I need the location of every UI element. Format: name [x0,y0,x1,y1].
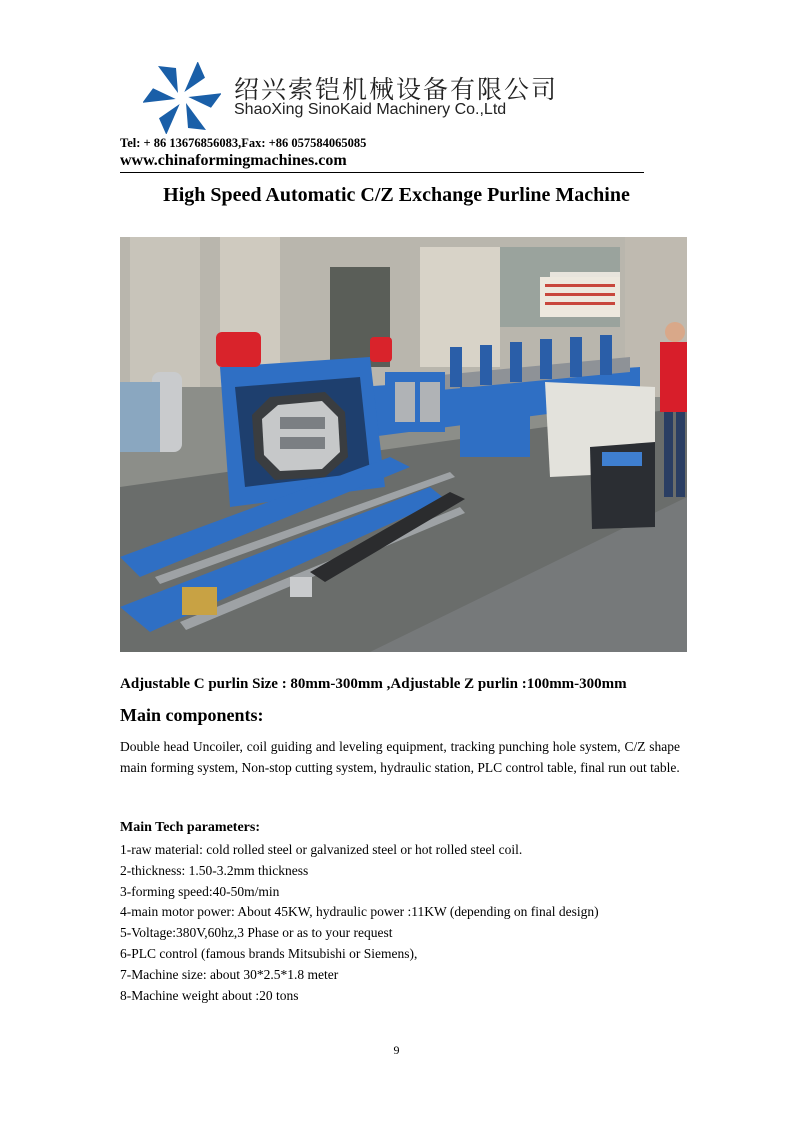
website-url: www.chinaformingmachines.com [120,152,347,169]
page-number: 9 [393,1043,400,1057]
list-item: 5-Voltage:380V,60hz,3 Phase or as to your request [120,925,393,941]
main-components-heading: Main components: [120,705,264,725]
company-name-english: ShaoXing SinoKaid Machinery Co.,Ltd [234,101,507,118]
list-item: 2-thickness: 1.50-3.2mm thickness [120,862,309,878]
tech-parameters-heading: Main Tech parameters: [120,820,260,835]
purlin-size-range: Adjustable C purlin Size : 80mm-300mm ,Adjustable Z purlin :100mm-300mm [120,676,627,692]
list-item: 1-raw material: cold rolled steel or galvanized steel or hot rolled steel coil. [120,842,523,857]
company-name-chinese: 绍兴索铠机械设备有限公司 [234,75,559,104]
contact-info: Tel: + 86 13676856083,Fax: +86 057584065085 [120,136,367,150]
list-item: 4-main motor power: About 45KW, hydraulic power :11KW (depending on final design) [120,904,599,920]
list-item: 8-Machine weight about :20 tons [120,987,299,1003]
header-divider [120,172,644,173]
list-item: 3-forming speed:40-50m/min [120,883,280,899]
list-item: 6-PLC control (famous brands Mitsubishi or Siemens), [120,945,418,961]
main-components-text: Double head Uncoiler, coil guiding and leveling equipment, tracking punching hole system, C/Z shape main forming system, Non-stop cutting system, hydraulic station, PLC control table, final run out table. [120,739,680,775]
list-item: 7-Machine size: about 30*2.5*1.8 meter [120,966,339,982]
company-logo-icon [143,62,221,134]
machine-photo [120,237,687,652]
page-title: High Speed Automatic C/Z Exchange Purline Machine [163,184,630,206]
tech-parameters-list [120,840,599,1006]
